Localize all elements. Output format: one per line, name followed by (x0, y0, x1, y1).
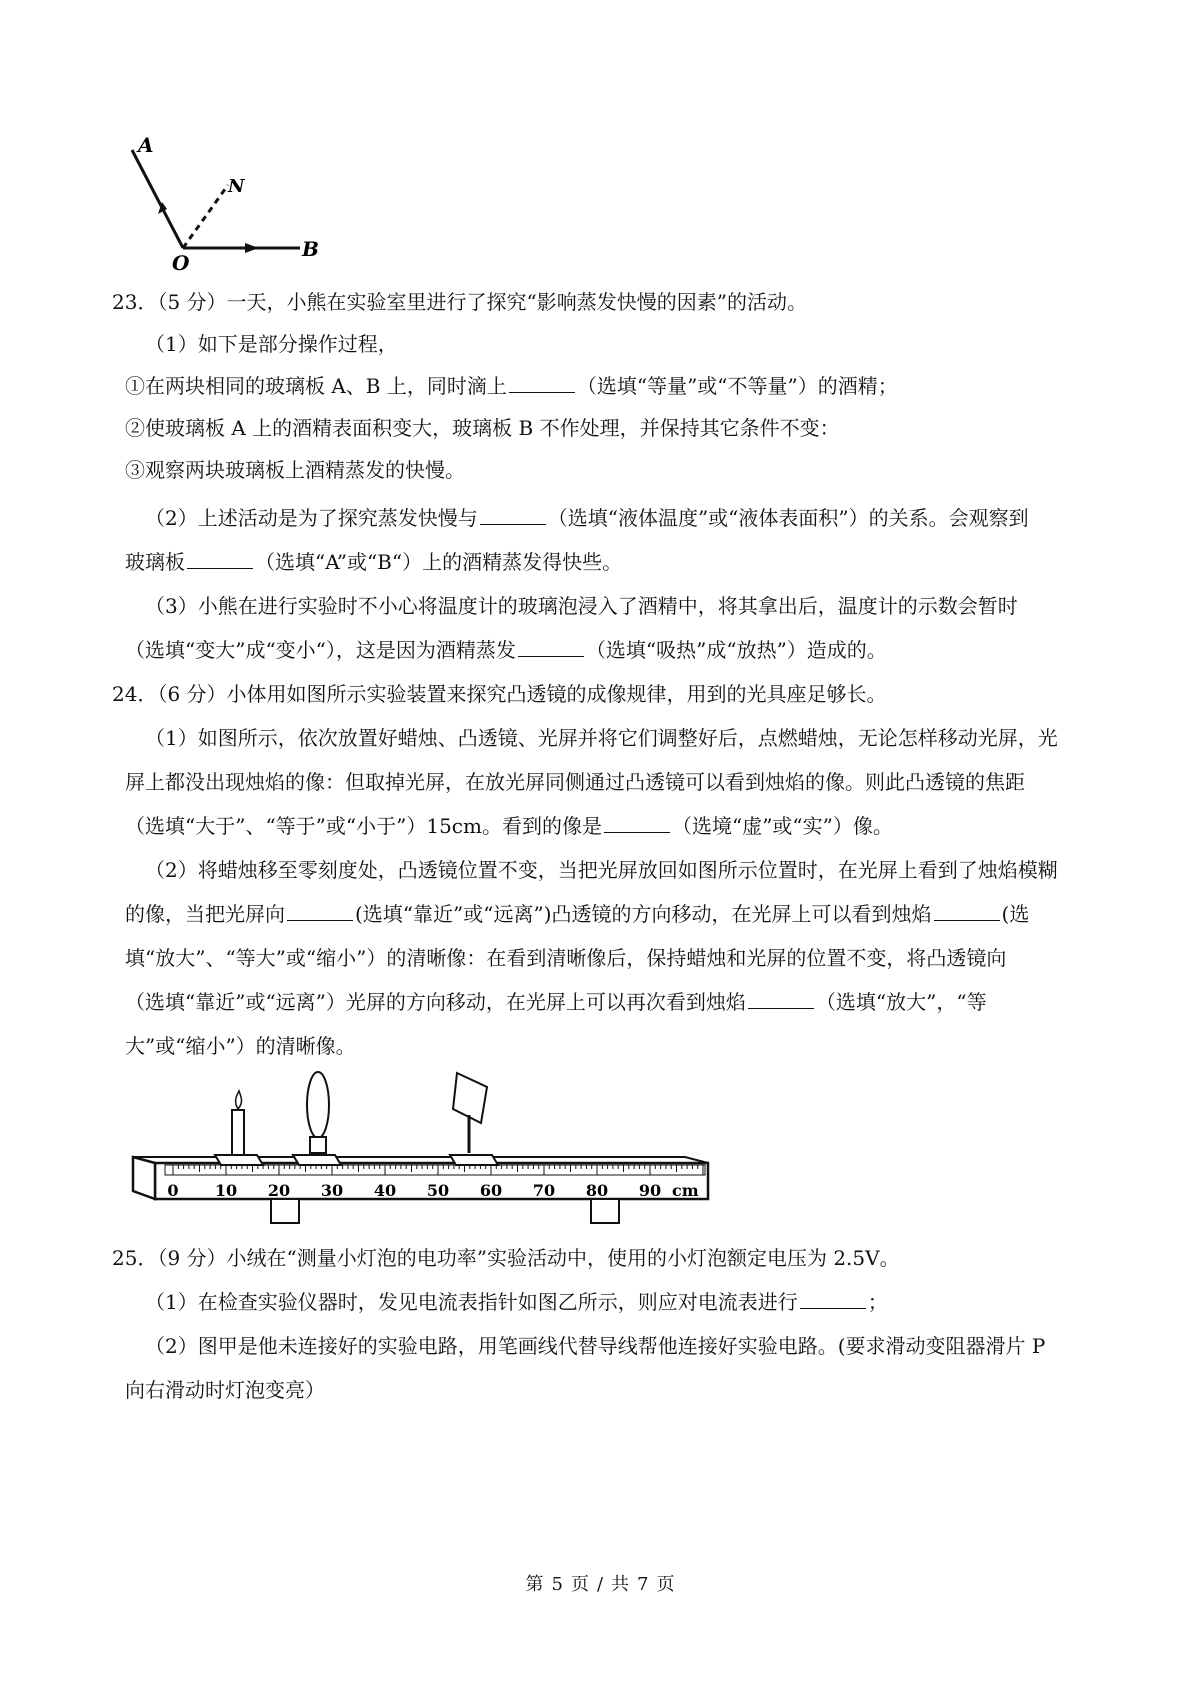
normal-line (183, 185, 228, 248)
q23-step3: ③观察两块玻璃板上酒精蒸发的快慢。 (125, 458, 465, 482)
q23-part2-cont (125, 548, 622, 576)
label-o: O (172, 251, 190, 275)
q23-step1-tail: （选填“等量”或“不等量”）的酒精； (576, 374, 898, 398)
scale-label: 10 (214, 1181, 238, 1200)
footer-ye: 页 (570, 1574, 589, 1595)
q23-part3: （3）小熊在进行实验时不小心将温度计的玻璃泡浸入了酒精中，将其拿出后，温度计的示数会暂时 (145, 594, 1018, 618)
q24-part2-line3: 填“放大”、“等大”或“缩小”）的清晰像：在看到清晰像后，保持蜡烛和光屏的位置不变，将凸透镜向 (125, 946, 1007, 970)
q24-part2-line2 (125, 900, 1029, 928)
q25-part1 (145, 1288, 888, 1316)
footer-ye2: 页 (656, 1574, 675, 1595)
scale-label: 0 (167, 1181, 179, 1200)
answer-blank[interactable] (480, 506, 546, 525)
q23-part1: （1）如下是部分操作过程， (145, 332, 398, 356)
q25-p1-tail: ； (867, 1290, 888, 1314)
answer-blank[interactable] (604, 814, 670, 833)
q25-p1-text: （1）在检查实验仪器时，发见电流表指针如图乙所示，则应对电流表进行 (145, 1290, 798, 1314)
q25-part2-cont: 向右滑动时灯泡变亮） (125, 1378, 325, 1402)
footer-slash: / (596, 1574, 604, 1595)
q23-step1 (125, 372, 898, 400)
scale-label: 60 (479, 1181, 503, 1200)
optical-bench-figure (125, 1065, 735, 1235)
q23-heading: 23．（5 分）一天，小熊在实验室里进行了探究“影响蒸发快慢的因素”的活动。 (112, 290, 807, 314)
q23-part2-text: （2）上述活动是为了探究蒸发快慢与 (145, 506, 478, 530)
q23-part3b-tail: （选填“吸热”成“放热”）造成的。 (585, 638, 887, 662)
scale-unit: cm (672, 1181, 699, 1200)
scale-label: 80 (585, 1181, 609, 1200)
scale-label: 50 (426, 1181, 450, 1200)
q23-part2-tail: （选填“液体温度”或“液体表面积”）的关系。会观察到 (547, 506, 1029, 530)
q24-part1-line1: （1）如图所示，依次放置好蜡烛、凸透镜、光屏并将它们调整好后，点燃蜡烛，无论怎样移动光屏，光 (145, 726, 1058, 750)
q24-p1c-text: （选填“大于”、“等于”或“小于”）15cm。看到的像是 (125, 814, 602, 838)
q24-part1-line2: 屏上都没出现烛焰的像：但取掉光屏，在放光屏同侧通过凸透镜可以看到烛焰的像。则此凸透镜的焦距 (125, 770, 1025, 794)
scale-label: 30 (320, 1181, 344, 1200)
candle (232, 1110, 244, 1155)
candle-base (215, 1155, 263, 1165)
convex-lens (307, 1072, 329, 1138)
label-a: A (138, 133, 154, 157)
scale-label: 40 (373, 1181, 397, 1200)
answer-blank[interactable] (518, 638, 584, 657)
footer-di: 第 (525, 1574, 544, 1595)
scale-label: 70 (532, 1181, 556, 1200)
candle-flame (236, 1091, 242, 1109)
answer-blank[interactable] (287, 902, 353, 921)
bench-foot-left (271, 1199, 299, 1223)
bench-end (133, 1157, 155, 1199)
answer-blank[interactable] (748, 990, 814, 1009)
q23-part2 (145, 504, 1029, 532)
footer-page: 5 (551, 1574, 563, 1595)
reflection-figure (120, 130, 330, 275)
q24-part2-line5: 大”或“缩小”）的清晰像。 (125, 1034, 356, 1058)
reflected-arrow (245, 243, 259, 253)
q23-step2: ②使玻璃板 A 上的酒精表面积变大，玻璃板 B 不作处理，并保持其它条件不变： (125, 416, 840, 440)
q24-part2-line1: （2）将蜡烛移至零刻度处，凸透镜位置不变，当把光屏放回如图所示位置时，在光屏上看到了烛焰模糊 (145, 858, 1058, 882)
q24-p1c-tail: （选境“虚”或“实”）像。 (671, 814, 893, 838)
answer-blank[interactable] (800, 1290, 866, 1309)
scale-label: 20 (267, 1181, 291, 1200)
q23-part3-cont (125, 636, 887, 664)
footer-gong: 共 (611, 1574, 630, 1595)
lens-holder (310, 1137, 326, 1153)
label-b: B (302, 237, 319, 261)
q25-heading: 25．（9 分）小绒在“测量小灯泡的电功率”实验活动中，使用的小灯泡额定电压为 2.5V。 (112, 1246, 900, 1270)
label-n: N (228, 176, 245, 197)
q25-part2: （2）图甲是他未连接好的实验电路，用笔画线代替导线帮他连接好实验电路。(要求滑动变阻器滑片 P (145, 1334, 1046, 1358)
q24-p2b-text3: (选 (1001, 902, 1030, 926)
q24-p2d-text: （选填“靠近”或“远离”）光屏的方向移动，在光屏上可以再次看到烛焰 (125, 990, 746, 1014)
bench-foot-right (591, 1199, 619, 1223)
answer-blank[interactable] (187, 550, 253, 569)
scale-label: 90 (638, 1181, 662, 1200)
screen-base (450, 1155, 498, 1165)
q23-part2b-text: 玻璃板 (125, 550, 185, 574)
lens-base (293, 1155, 341, 1165)
q24-part2-line4 (125, 988, 987, 1016)
incident-ray (132, 150, 183, 248)
q24-p2b-text1: 的像，当把光屏向 (125, 902, 285, 926)
q24-heading: 24．（6 分）小体用如图所示实验装置来探究凸透镜的成像规律，用到的光具座足够长。 (112, 682, 887, 706)
page-footer (0, 1570, 1200, 1596)
q23-step1-text: ①在两块相同的玻璃板 A、B 上，同时滴上 (125, 374, 507, 398)
q24-part1-line3 (125, 812, 893, 840)
footer-total: 7 (637, 1574, 649, 1595)
answer-blank[interactable] (934, 902, 1000, 921)
q23-part2b-tail: （选填“A”或“B“）上的酒精蒸发得快些。 (255, 550, 623, 574)
q23-part3b-text: （选填“变大”成“变小“），这是因为酒精蒸发 (125, 638, 516, 662)
answer-blank[interactable] (509, 374, 575, 393)
q24-p2d-tail: （选填“放大”，“等 (815, 990, 987, 1014)
q24-p2b-text2: (选填“靠近”或“远离”)凸透镜的方向移动，在光屏上可以看到烛焰 (355, 902, 932, 926)
